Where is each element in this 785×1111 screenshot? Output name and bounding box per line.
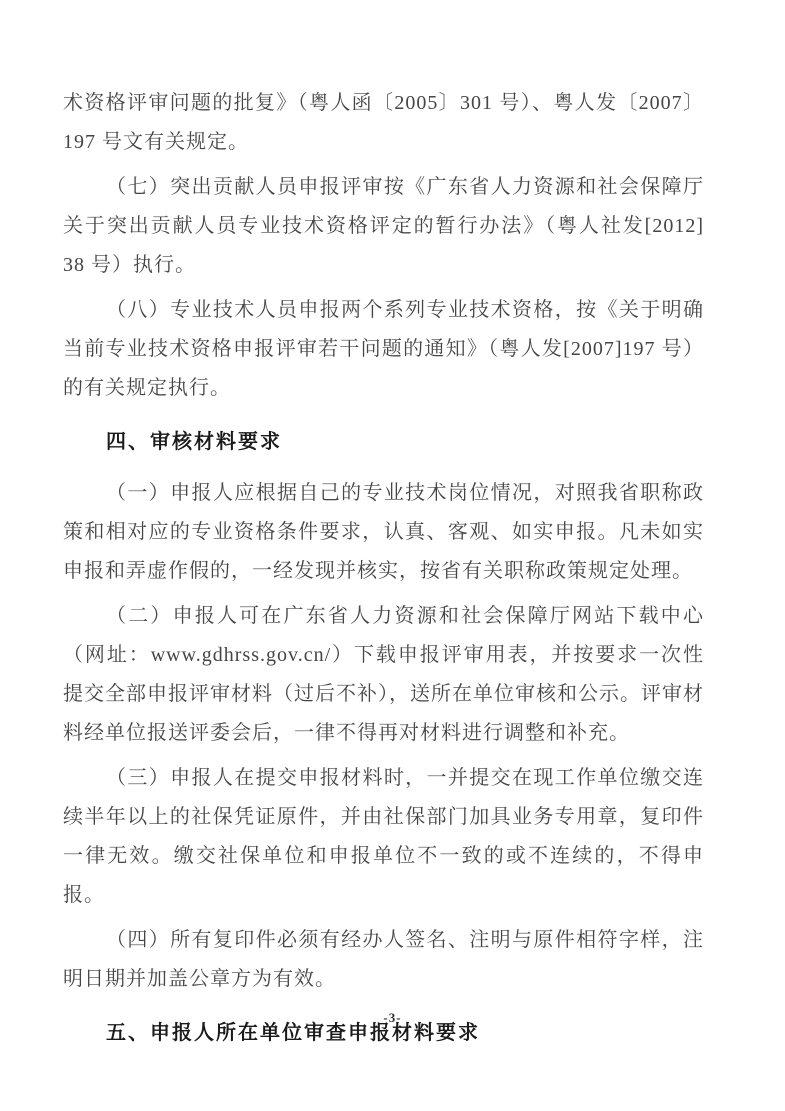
page-content [63, 84, 704, 1065]
paragraph-item-7: （七）突出贡献人员申报评审按《广东省人力资源和社会保障厅关于突出贡献人员专业技术资格评定的暂行办法》（粤人社发[2012] 38 号）执行。 [63, 176, 704, 276]
paragraph-item-8: （八）专业技术人员申报两个系列专业技术资格，按《关于明确当前专业技术资格申报评审若干问题的通知》（粤人发[2007]197 号）的有关规定执行。 [63, 299, 704, 399]
page-number: -3- [383, 1010, 402, 1025]
paragraph-item-1: （一）申报人应根据自己的专业技术岗位情况，对照我省职称政策和相对应的专业资格条件要求，认真、客观、如实申报。凡未如实申报和弄虚作假的，一经发现并核实，按省有关职称政策规定处理。 [63, 482, 704, 582]
paragraph-item-4: （四）所有复印件必须有经办人签名、注明与原件相符字样，注明日期并加盖公章方为有效。 [63, 929, 704, 990]
body-paragraph-continuation: 术资格评审问题的批复》（粤人函〔2005〕301 号）、粤人发〔2007〕197 号文有关规定。 [63, 92, 704, 153]
paragraph-item-2: （二）申报人可在广东省人力资源和社会保障厅网站下载中心（网址：www.gdhrss.gov.cn/）下载申报评审用表，并按要求一次性提交全部申报评审材料（过后不补），送所在单位审核和公示。评审材料经单位报送评委会后，一律不得再对材料进行调整和补充。 [63, 605, 704, 744]
section-heading-4: 四、审核材料要求 [106, 431, 282, 453]
section-heading-5: 五、申报人所在单位审查申报材料要求 [106, 1022, 480, 1044]
paragraph-item-3: （三）申报人在提交申报材料时，一并提交在现工作单位缴交连续半年以上的社保凭证原件，并由社保部门加具业务专用章，复印件一律无效。缴交社保单位和申报单位不一致的或不连续的，不得申报。 [63, 767, 704, 906]
